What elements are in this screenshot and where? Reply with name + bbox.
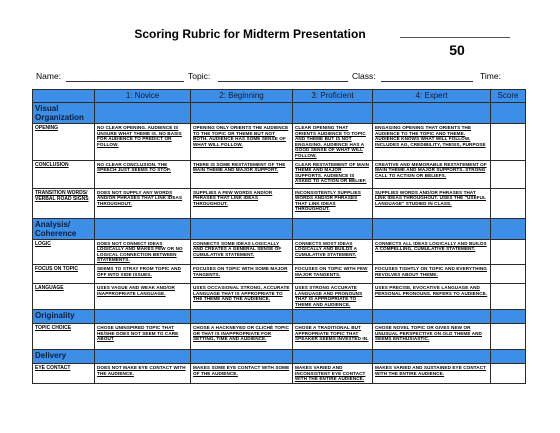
rubric-cell: FOCUSES TIGHTLY ON TOPIC AND EVERYTHING REVOLVES ABOUT THEME. xyxy=(373,264,491,283)
criterion-label: EYE CONTACT xyxy=(33,363,95,383)
score-cell[interactable] xyxy=(491,363,526,383)
class-field[interactable] xyxy=(381,81,473,82)
rubric-cell: SUPPLIES A FEW WORDS AND/OR PHRASES THAT LINK IDEAS THROUGHOUT. xyxy=(191,188,293,218)
criterion-label: FOCUS ON TOPIC xyxy=(33,264,95,283)
rubric-cell: USES STRONG ACCURATE LANGUAGE AND PRONOUNS THAT IS APPROPRIATE TO THEME AND AUDIENCE. xyxy=(293,283,373,309)
section-row xyxy=(33,349,526,363)
section-row xyxy=(33,103,526,124)
rubric-cell: MAKES VARIED AND INCONSISTENT EYE CONTACT WITH THE ENTIRE AUDIENCE. xyxy=(293,363,373,383)
section-filler xyxy=(191,349,293,363)
section-filler xyxy=(491,218,526,239)
rubric-cell: SEEMS TO STRAY FROM TOPIC AND OFF INTO SIDE ISSUES. xyxy=(95,264,191,283)
criterion-label: LANGUAGE xyxy=(33,283,95,309)
section-title: Delivery xyxy=(33,349,95,363)
rubric-table xyxy=(32,89,526,384)
name-label: Name: xyxy=(36,71,62,81)
rubric-row xyxy=(33,283,526,309)
rubric-cell: DOES NOT MAKE EYE CONTACT WITH THE AUDIENCE. xyxy=(95,363,191,383)
rubric-cell: CLEAR OPENING THAT ORIENTS AUDIENCE TO TOPIC AND THEME BUT IS NOT ENGAGING. AUDIENCE HAS A GOOD SENSE OF WHAT WILL FOLLOW. xyxy=(293,124,373,161)
rubric-cell: DOES NOT SUPPLY ANY WORDS AND/OR PHRASES THAT LINK IDEAS THROUGHOUT. xyxy=(95,188,191,218)
rubric-cell: CREATIVE AND MEMORABLE RESTATEMENT OF MAIN THEME AND MAJOR SUPPORTS. STRONG CALL TO ACTION OR BELIEFS. xyxy=(373,160,491,188)
column-header-score: Score xyxy=(491,90,526,103)
total-score: 50 xyxy=(449,42,465,58)
rubric-cell: OPENING ONLY ORIENTS THE AUDIENCE TO THE TOPIC OR THEME BUT NOT BOTH. AUDIENCE HAS SOME SENSE OF WHAT WILL FOLLOW. xyxy=(191,124,293,161)
section-filler xyxy=(373,309,491,323)
rubric-cell: USES OCCASIONAL STRONG, ACCURATE LANGUAGE THAT IS APPROPRIATE TO THE THEME AND THE AUDIENCE. xyxy=(191,283,293,309)
column-header-novice: 1: Novice xyxy=(95,90,191,103)
section-filler xyxy=(191,103,293,124)
section-filler xyxy=(95,218,191,239)
section-filler xyxy=(95,103,191,124)
section-title: Analysis/ Coherence xyxy=(33,218,95,239)
name-field[interactable] xyxy=(66,81,184,82)
topic-label: Topic: xyxy=(188,71,211,81)
column-header-proficient: 3: Proficient xyxy=(293,90,373,103)
score-cell[interactable] xyxy=(491,239,526,264)
criterion-label: OPENING xyxy=(33,124,95,161)
rubric-cell: INCONSISTENTLY SUPPLIES WORDS AND/OR PHRASES THAT LINK IDEAS THROUGHOUT. xyxy=(293,188,373,218)
total-score-line xyxy=(400,37,510,38)
section-title: Visual Organization xyxy=(33,103,95,124)
section-filler xyxy=(293,309,373,323)
rubric-cell: CLEAR RESTATEMENT OF MAIN THEME AND MAJOR SUPPORTS. AUDIENCE IS ASKED TO ACTION OR BELIEF. xyxy=(293,160,373,188)
score-cell[interactable] xyxy=(491,124,526,161)
column-header-criterion xyxy=(33,90,95,103)
section-filler xyxy=(293,218,373,239)
score-cell[interactable] xyxy=(491,160,526,188)
rubric-row xyxy=(33,323,526,349)
section-filler xyxy=(191,309,293,323)
class-label: Class: xyxy=(352,71,376,81)
section-filler xyxy=(293,103,373,124)
rubric-title: Scoring Rubric for Midterm Presentation xyxy=(134,27,366,41)
score-cell[interactable] xyxy=(491,188,526,218)
rubric-cell: CHOSE UNINSPIRED TOPIC THAT HE/SHE DOES NOT SEEM TO CARE ABOUT xyxy=(95,323,191,349)
rubric-row xyxy=(33,160,526,188)
score-cell[interactable] xyxy=(491,283,526,309)
rubric-cell: CONNECTS ALL IDEAS LOGICALLY AND BUILDS A COMPELLING, CUMULATIVE STATEMENT. xyxy=(373,239,491,264)
section-filler xyxy=(95,349,191,363)
section-row xyxy=(33,309,526,323)
rubric-cell: CHOSE A TRADITIONAL BUT APPROPRIATE TOPIC THAT SPEAKER SEEMS INVESTED IN. xyxy=(293,323,373,349)
section-filler xyxy=(491,349,526,363)
rubric-cell: CONNECTS MOST IDEAS LOGICALLY AND BUILDS A CUMULATIVE STATEMENT. xyxy=(293,239,373,264)
criterion-label: CONCLUSION xyxy=(33,160,95,188)
section-filler xyxy=(491,103,526,124)
section-filler xyxy=(191,218,293,239)
rubric-row xyxy=(33,188,526,218)
rubric-cell: USES PRECISE, EVOCATIVE LANGUAGE AND PERSONAL PRONOUNS. REFERS TO AUDIENCE. xyxy=(373,283,491,309)
criterion-label: TOPIC CHOICE xyxy=(33,323,95,349)
section-filler xyxy=(373,218,491,239)
time-label: Time: xyxy=(480,71,501,81)
rubric-cell: NO CLEAR OPENING. AUDIENCE IS UNSURE WHAT THEME IS. NO BASIS FOR AUDIENCE TO PREDICT OR FOLLOW. xyxy=(95,124,191,161)
section-filler xyxy=(491,309,526,323)
rubric-cell: CONNECTS SOME IDEAS LOGICALLY AND CREATES A GENERAL SENSE OF CUMULATIVE STATEMENT. xyxy=(191,239,293,264)
rubric-row xyxy=(33,239,526,264)
rubric-row xyxy=(33,363,526,383)
section-filler xyxy=(373,349,491,363)
criterion-label: TRANSITION WORDS/ VERBAL ROAD SIGNS xyxy=(33,188,95,218)
rubric-cell: FOCUSES ON TOPIC WITH SOME MAJOR TANGENTS. xyxy=(191,264,293,283)
rubric-cell: MAKES SOME EYE CONTACT WITH SOME OF THE AUDIENCE. xyxy=(191,363,293,383)
rubric-row xyxy=(33,124,526,161)
column-header-expert: 4: Expert xyxy=(373,90,491,103)
section-filler xyxy=(95,309,191,323)
section-filler xyxy=(373,103,491,124)
rubric-cell: DOES NOT CONNECT IDEAS LOGICALLY AND MAKES FEW OR NO LOGICAL CONNECTION BETWEEN STATEMENTS. xyxy=(95,239,191,264)
section-filler xyxy=(293,349,373,363)
rubric-cell: FOCUSES ON TOPIC WITH FEW MAJOR TANGENTS. xyxy=(293,264,373,283)
rubric-cell: SUPPLIES WORDS AND/OR PHRASES THAT LINK IDEAS THROUGHOUT. USES THE "USEFUL LANGUAGE" STUDIED IN CLASS. xyxy=(373,188,491,218)
topic-field[interactable] xyxy=(218,81,348,82)
rubric-cell: MAKES VARIED AND SUSTAINED EYE CONTACT WITH THE ENTIRE AUDIENCE. xyxy=(373,363,491,383)
section-row xyxy=(33,218,526,239)
rubric-cell: CHOSE A HACKNEYED OR CLICHÉ TOPIC OR THAT IS INAPPROPRIATE FOR SETTING, TIME AND AUDIENCE. xyxy=(191,323,293,349)
rubric-cell: CHOSE NOVEL TOPIC OR GIVES NEW OR UNUSUAL PERSPECTIVE ON OLD THEME AND SEEMS ENTHUSIASTIC. xyxy=(373,323,491,349)
rubric-row xyxy=(33,264,526,283)
column-header-beginning: 2: Beginning xyxy=(191,90,293,103)
score-cell[interactable] xyxy=(491,264,526,283)
rubric-cell: ENGAGING OPENING THAT ORIENTS THE AUDIENCE TO THE TOPIC AND THEME. AUDIENCE KNOWS WHAT WILL FOLLOW. INCLUDES AG, CREDIBILITY, THESIS, PURPOSE xyxy=(373,124,491,161)
rubric-cell: THERE IS SOME RESTATEMENT OF THE MAIN THEME AND MAJOR SUPPORT. xyxy=(191,160,293,188)
score-cell[interactable] xyxy=(491,323,526,349)
rubric-cell: USES VAGUE AND WEAK AND/OR INAPPROPRIATE LANGUAGE. xyxy=(95,283,191,309)
rubric-cell: NO CLEAR CONCLUSION. THE SPEECH JUST SEEMS TO STOP. xyxy=(95,160,191,188)
rubric-header-row xyxy=(33,90,526,103)
section-title: Originality xyxy=(33,309,95,323)
student-info-row xyxy=(32,71,522,85)
criterion-label: LOGIC xyxy=(33,239,95,264)
